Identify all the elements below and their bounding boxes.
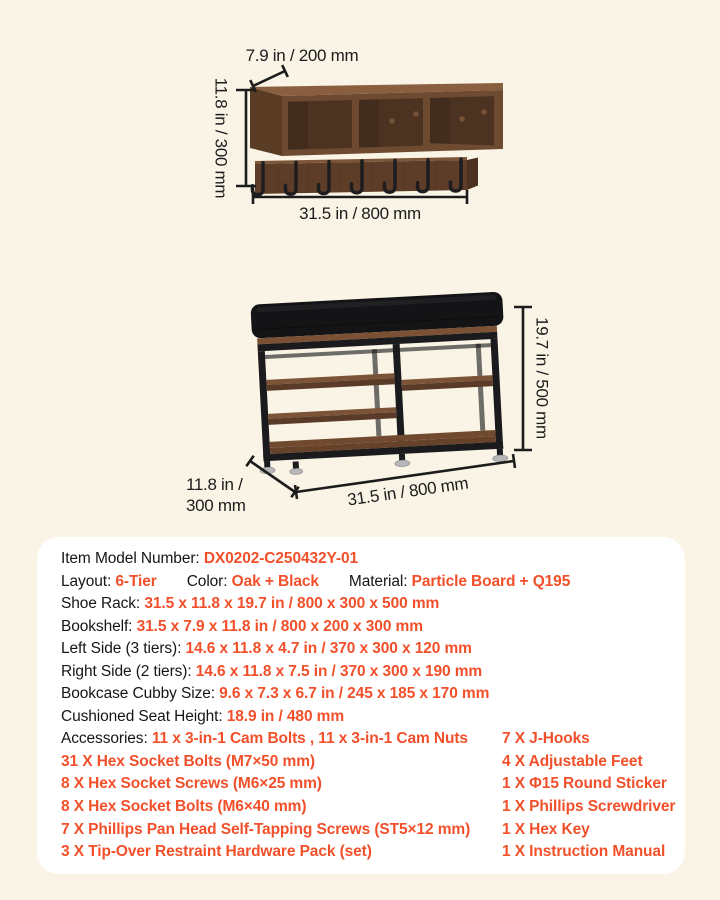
spec-pair-color	[187, 571, 319, 594]
bookshelf-width-label: 31.5 in / 800 mm	[299, 204, 421, 223]
bench-width-label: 31.5 in / 800 mm	[346, 473, 470, 510]
spec-pair-material	[349, 571, 570, 594]
spec-value-seat-height: 18.9 in / 480 mm	[226, 707, 345, 725]
spec-value-color: Oak + Black	[231, 572, 319, 590]
accessory-hex-bolts-m6x40: 8 X Hex Socket Bolts (M6×40 mm)	[61, 798, 307, 816]
accessory-j-hooks: 7 X J-Hooks	[502, 730, 590, 748]
spec-row-shoe-rack	[61, 593, 669, 616]
bookshelf-depth-label: 7.9 in / 200 mm	[245, 46, 359, 65]
bench-illustration	[250, 291, 511, 476]
spec-row-seat-height	[61, 706, 669, 729]
bookshelf-depth-dimension	[246, 46, 359, 92]
spec-label-material: Material:	[348, 572, 412, 590]
spec-pair-layout	[61, 571, 157, 594]
spec-row-bookshelf	[61, 616, 669, 639]
accessory-phillips-screwdriver: 1 X Phillips Screwdriver	[502, 798, 676, 816]
spec-label-shoe-rack: Shoe Rack:	[61, 595, 145, 613]
accessory-instruction-manual: 1 X Instruction Manual	[502, 843, 666, 861]
bench-depth-dimension	[186, 456, 299, 515]
spec-label-left-side: Left Side (3 tiers):	[61, 640, 186, 658]
accessory-hex-screws-m6x25: 8 X Hex Socket Screws (M6×25 mm)	[61, 775, 322, 793]
accessory-tip-over-pack: 3 X Tip-Over Restraint Hardware Pack (set)	[61, 843, 372, 861]
spec-row-model	[61, 548, 669, 571]
accessories-cam-value: 11 x 3-in-1 Cam Bolts , 11 x 3-in-1 Cam Nuts	[151, 730, 468, 748]
accessories-label: Accessories:	[61, 730, 152, 748]
bookshelf-width-dimension	[253, 190, 467, 223]
spec-value-model: DX0202-C250432Y-01	[203, 550, 359, 567]
bookshelf-diagram	[0, 0, 720, 250]
spec-label-cubby-size: Bookcase Cubby Size:	[61, 685, 220, 703]
accessory-hex-key: 1 X Hex Key	[502, 820, 590, 838]
spec-row-right-side	[61, 661, 669, 684]
bench-depth-label-line2: 300 mm	[186, 496, 246, 515]
spec-row-left-side	[61, 638, 669, 661]
spec-value-cubby-size: 9.6 x 7.3 x 6.7 in / 245 x 185 x 170 mm	[219, 685, 490, 703]
accessory-round-sticker: 1 X Φ15 Round Sticker	[502, 775, 667, 793]
bench-height-label: 19.7 in / 500 mm	[532, 317, 552, 439]
bookshelf-height-dimension	[212, 78, 257, 199]
spec-value-layout: 6-Tier	[115, 572, 157, 590]
spec-label-bookshelf: Bookshelf:	[61, 617, 137, 635]
spec-label-seat-height: Cushioned Seat Height:	[61, 707, 227, 725]
accessory-adjustable-feet: 4 X Adjustable Feet	[502, 752, 643, 770]
accessory-self-tapping-screws: 7 X Phillips Pan Head Self-Tapping Screws (ST5×12 mm)	[61, 820, 471, 838]
spec-value-bookshelf: 31.5 x 7.9 x 11.8 in / 800 x 200 x 300 mm	[136, 617, 423, 635]
bench-height-dimension	[514, 307, 552, 450]
specs-card	[37, 537, 685, 874]
spec-value-material: Particle Board + Q195	[411, 572, 571, 590]
spec-row-cubby-size	[61, 683, 669, 706]
bookshelf-height-label: 11.8 in / 300 mm	[211, 77, 231, 199]
bench-diagram	[0, 250, 720, 537]
spec-value-shoe-rack: 31.5 x 11.8 x 19.7 in / 800 x 300 x 500 mm	[144, 595, 440, 613]
spec-row-layout-color-material	[61, 571, 669, 594]
bench-depth-label-line1: 11.8 in /	[186, 475, 243, 494]
spec-value-left-side: 14.6 x 11.8 x 4.7 in / 370 x 300 x 120 mm	[185, 640, 472, 658]
accessories-grid	[61, 728, 676, 863]
accessories-row-cam	[61, 728, 502, 751]
spec-label-right-side: Right Side (2 tiers):	[61, 662, 196, 680]
spec-label-layout: Layout:	[61, 572, 116, 590]
bookshelf-illustration	[250, 83, 503, 195]
spec-label-model: Item Model Number:	[61, 550, 204, 567]
accessory-hex-bolts-m7: 31 X Hex Socket Bolts (M7×50 mm)	[61, 752, 315, 770]
spec-value-right-side: 14.6 x 11.8 x 7.5 in / 370 x 300 x 190 mm	[195, 662, 483, 680]
spec-label-color: Color:	[186, 572, 232, 590]
